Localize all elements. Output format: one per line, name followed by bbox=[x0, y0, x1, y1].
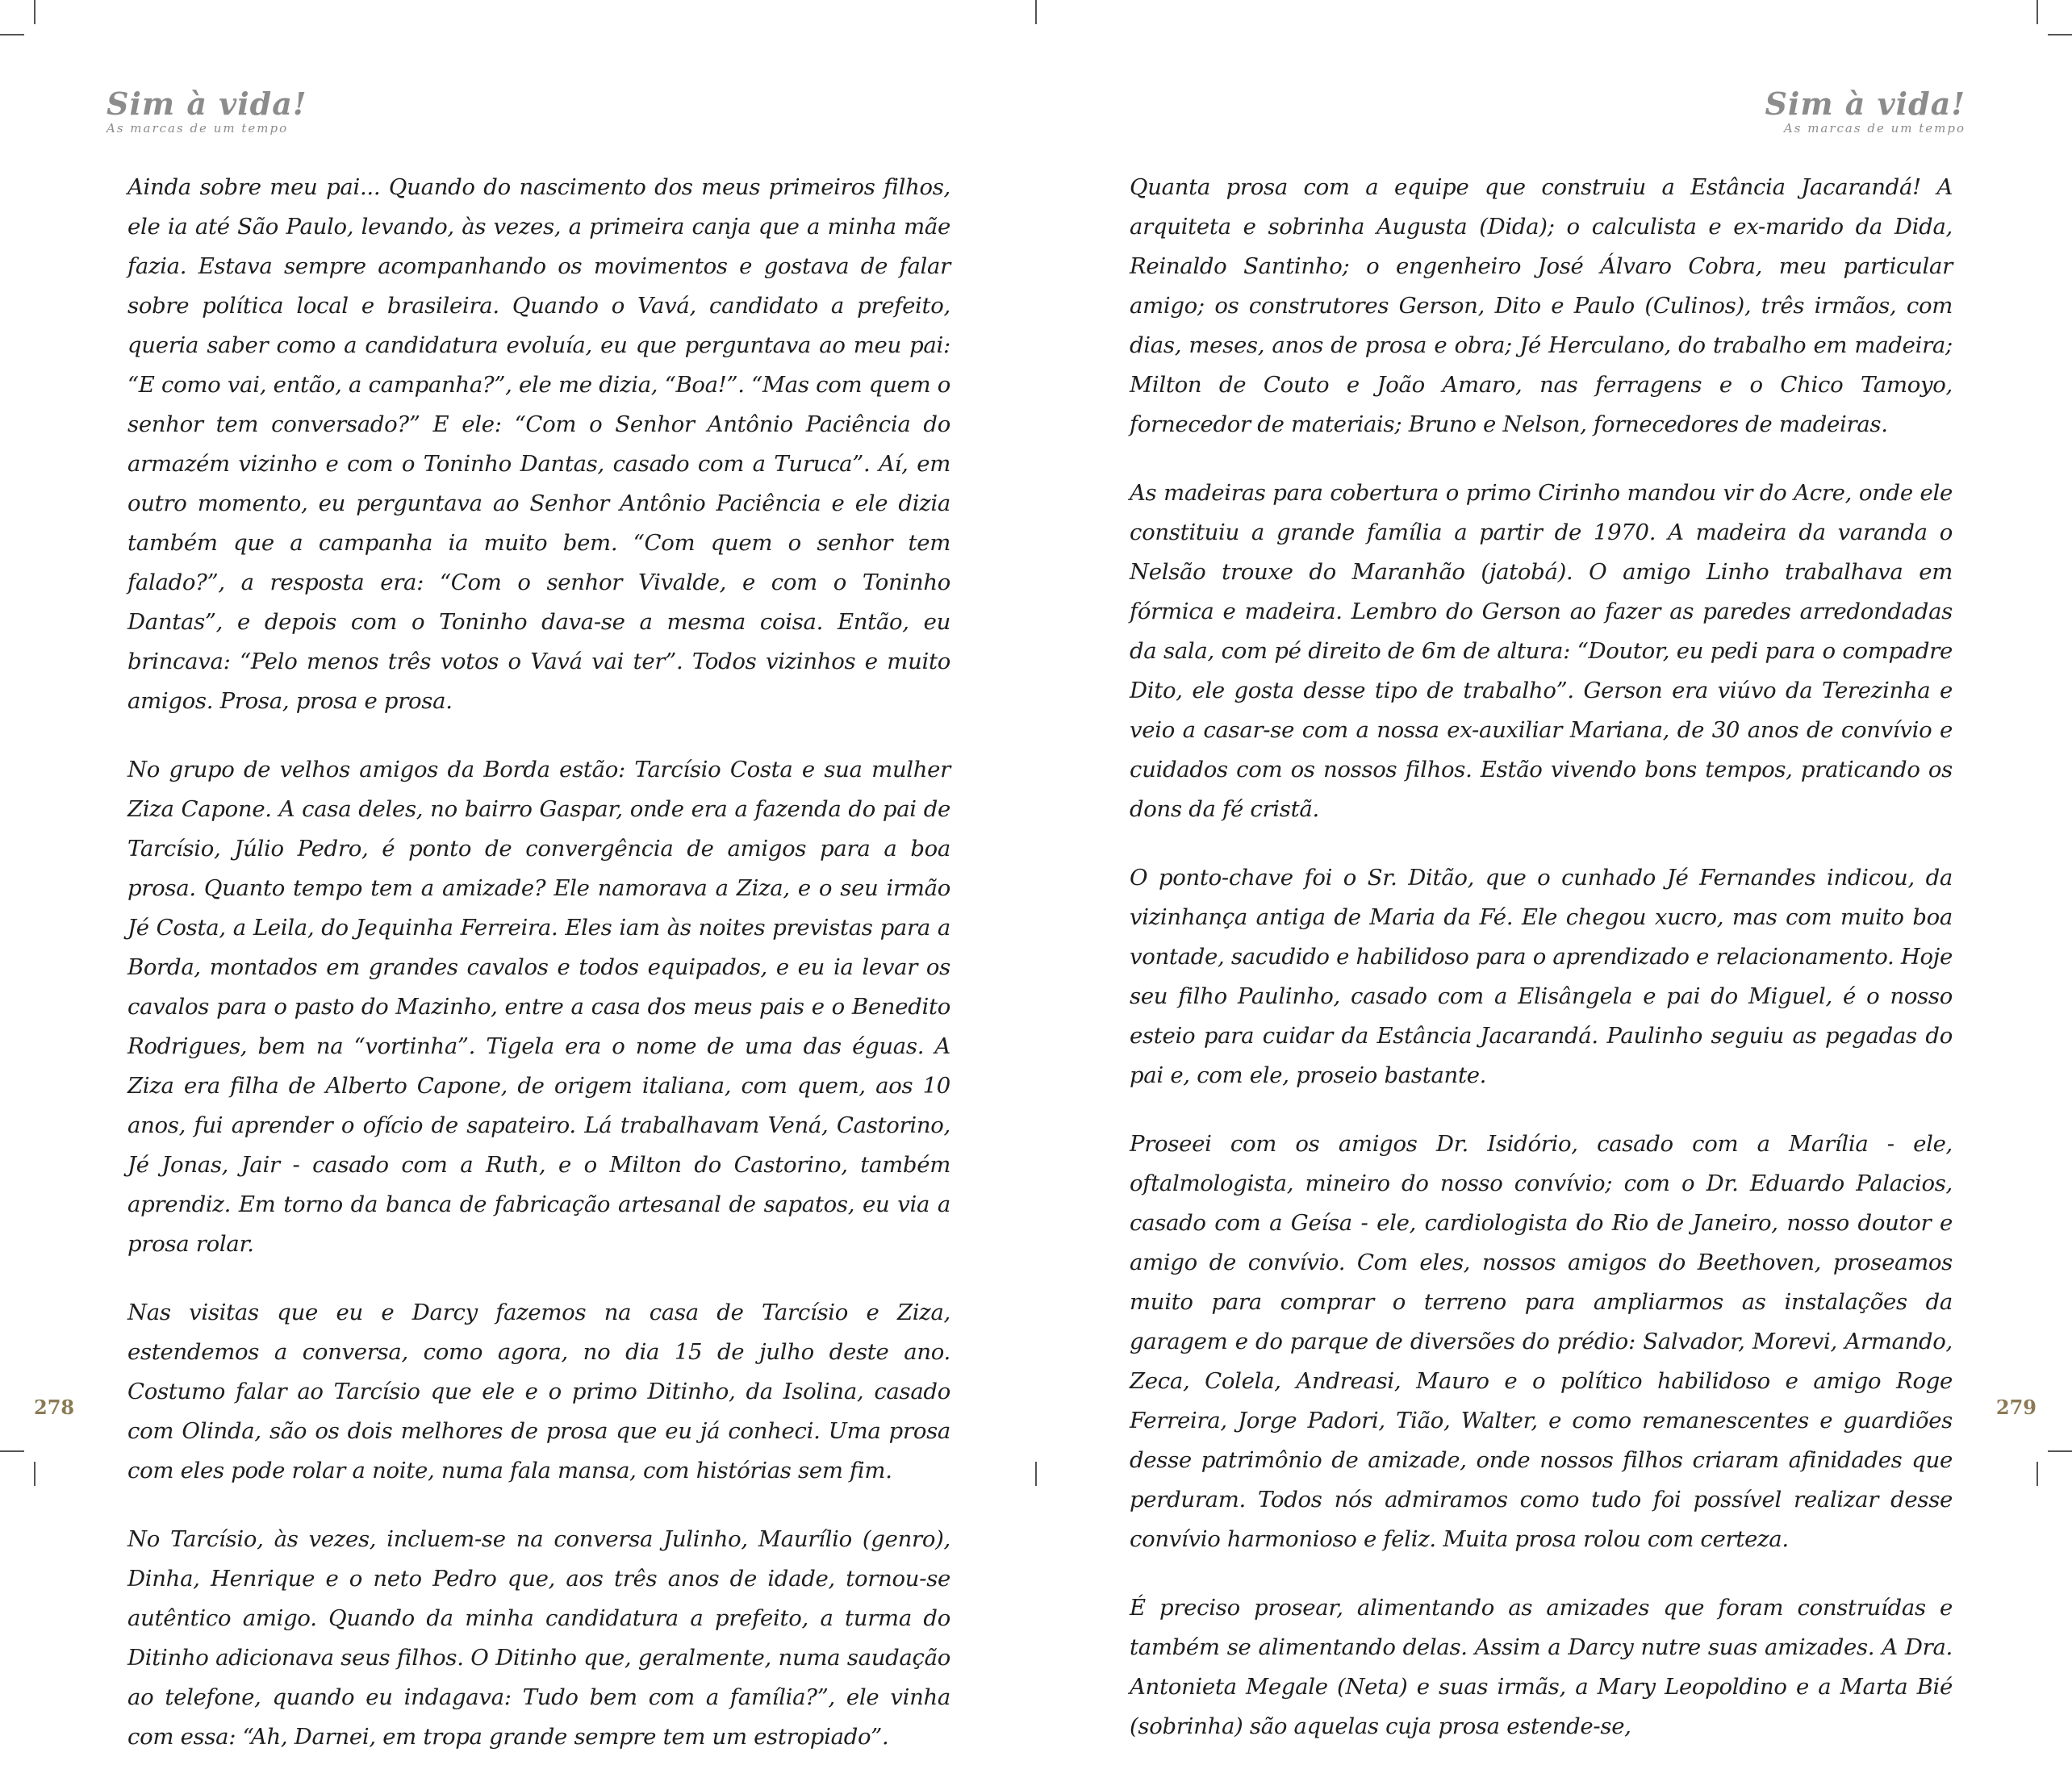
paragraph: Quanta prosa com a equipe que construiu a Estância Jacarandá! A arquiteta e sobrinha Augusta (Dida); o calculista e ex-marido da Dida, Reinaldo Santinho; o engenheiro José Álvaro Cobra, meu particular amigo; os construtores Gerson, Dito e Paulo (Culinos), três irmãos, com dias, meses, anos de prosa e obra; Jé Herculano, do trabalho em madeira; Milton de Couto e João Amaro, nas ferragens e o Chico Tamoyo, fornecedor de materiais; Bruno e Nelson, fornecedores de madeiras. bbox=[1130, 174, 1953, 437]
left-page bbox=[0, 0, 1036, 1750]
running-head-subtitle: As marcas de um tempo bbox=[107, 121, 289, 136]
paragraph: Nas visitas que eu e Darcy fazemos na casa de Tarcísio e Ziza, estendemos a conversa, como agora, no dia 15 de julho deste ano. Costumo falar ao Tarcísio que ele e o primo Ditinho, da Isolina, casado com Olinda, são os dois melhores de prosa que eu já conheci. Uma prosa com eles pode rolar a noite, numa fala mansa, com histórias sem fim. bbox=[127, 1300, 950, 1483]
running-head bbox=[107, 87, 307, 136]
paragraph: As madeiras para cobertura o primo Cirinho mandou vir do Acre, onde ele constituiu a grande família a partir de 1970. A madeira da varanda o Nelsão trouxe do Maranhão (jatobá). O amigo Linho trabalhava em fórmica e madeira. Lembro do Gerson ao fazer as paredes arredondadas da sala, com pé direito de 6m de altura: “Doutor, eu pedi para o compadre Dito, ele gosta desse tipo de trabalho”. Gerson era viúvo da Terezinha e veio a casar-se com a nossa ex-auxiliar Mariana, de 30 anos de convívio e cuidados com os nossos filhos. Estão vivendo bons tempos, praticando os dons da fé cristã. bbox=[1130, 480, 1953, 822]
running-head bbox=[1765, 87, 1965, 136]
paragraph: No grupo de velhos amigos da Borda estão: Tarcísio Costa e sua mulher Ziza Capone. A casa deles, no bairro Gaspar, onde era a fazenda do pai de Tarcísio, Júlio Pedro, é ponto de convergência de amigos para a boa prosa. Quanto tempo tem a amizade? Ele namorava a Ziza, e o seu irmão Jé Costa, a Leila, do Jequinha Ferreira. Eles iam às noites previstas para a Borda, montados em grandes cavalos e todos equipados, e eu ia levar os cavalos para o pasto do Mazinho, entre a casa dos meus pais e o Benedito Rodrigues, bem na “vortinha”. Tigela era o nome de uma das éguas. A Ziza era filha de Alberto Capone, de origem italiana, com quem, aos 10 anos, fui aprender o ofício de sapateiro. Lá trabalhavam Vená, Castorino, Jé Jonas, Jair - casado com a Ruth, e o Milton do Castorino, também aprendiz. Em torno da banca de fabricação artesanal de sapatos, eu via a prosa rolar. bbox=[127, 757, 950, 1257]
running-head-title: Sim à vida! bbox=[107, 86, 307, 122]
page-number: 279 bbox=[1995, 1396, 2036, 1419]
paragraph: Proseei com os amigos Dr. Isidório, casado com a Marília - ele, oftalmologista, mineiro do nosso convívio; com o Dr. Eduardo Palacios, casado com a Geísa - ele, cardiologista do Rio de Janeiro, nosso doutor e amigo de convívio. Com eles, nossos amigos do Beethoven, proseamos muito para comprar o terreno para ampliarmos as instalações da garagem e do parque de diversões do prédio: Salvador, Morevi, Armando, Zeca, Colela, Andreasi, Mauro e o político habilidoso e amigo Roge Ferreira, Jorge Padori, Tião, Walter, e como remanescentes e guardiões desse patrimônio de amizade, onde nossos filhos criaram afinidades que perduram. Todos nós admiramos como tudo foi possível realizar desse convívio harmonioso e feliz. Muita prosa rolou com certeza. bbox=[1130, 1131, 1953, 1552]
body-text bbox=[127, 168, 950, 1786]
body-text bbox=[1130, 168, 1953, 1776]
running-head-subtitle: As marcas de um tempo bbox=[1783, 121, 1965, 136]
paragraph: Ainda sobre meu pai... Quando do nascimento dos meus primeiros filhos, ele ia até São Paulo, levando, às vezes, a primeira canja que a minha mãe fazia. Estava sempre acompanhando os movimentos e gostava de falar sobre política local e brasileira. Quando o Vavá, candidato a prefeito, queria saber como a candidatura evoluía, eu que perguntava ao meu pai: “E como vai, então, a campanha?”, ele me dizia, “Boa!”. “Mas com quem o senhor tem conversado?” E ele: “Com o Senhor Antônio Paciência do armazém vizinho e com o Toninho Dantas, casado com a Turuca”. Aí, em outro momento, eu perguntava ao Senhor Antônio Paciência e ele dizia também que a campanha ia muito bem. “Com quem o senhor tem falado?”, a resposta era: “Com o senhor Vivalde, e com o Toninho Dantas”, e depois com o Toninho dava-se a mesma coisa. Então, eu brincava: “Pelo menos três votos o Vavá vai ter”. Todos vizinhos e muito amigos. Prosa, prosa e prosa. bbox=[127, 174, 950, 714]
paragraph: O ponto-chave foi o Sr. Ditão, que o cunhado Jé Fernandes indicou, da vizinhança antiga de Maria da Fé. Ele chegou xucro, mas com muito boa vontade, sacudido e habilidoso para o aprendizado e relacionamento. Hoje seu filho Paulinho, casado com a Elisângela e pai do Miguel, é o nosso esteio para cuidar da Estância Jacarandá. Paulinho seguiu as pegadas do pai e, com ele, proseio bastante. bbox=[1130, 865, 1953, 1088]
paragraph: No Tarcísio, às vezes, incluem-se na conversa Julinho, Maurílio (genro), Dinha, Henrique e o neto Pedro que, aos três anos de idade, tornou-se autêntico amigo. Quando da minha candidatura a prefeito, a turma do Ditinho adicionava seus filhos. O Ditinho que, geralmente, numa saudação ao telefone, quando eu indagava: Tudo bem com a família?”, ele vinha com essa: “Ah, Darnei, em tropa grande sempre tem um estropiado”. bbox=[127, 1526, 950, 1750]
paragraph: É preciso prosear, alimentando as amizades que foram construídas e também se alimentando delas. Assim a Darcy nutre suas amizades. A Dra. Antonieta Megale (Neta) e suas irmãs, a Mary Leopoldino e a Marta Bié (sobrinha) são aquelas cuja prosa estende-se, bbox=[1130, 1595, 1953, 1739]
right-page bbox=[1036, 0, 2072, 1739]
running-head-title: Sim à vida! bbox=[1765, 86, 1965, 122]
page-number: 278 bbox=[34, 1396, 75, 1419]
